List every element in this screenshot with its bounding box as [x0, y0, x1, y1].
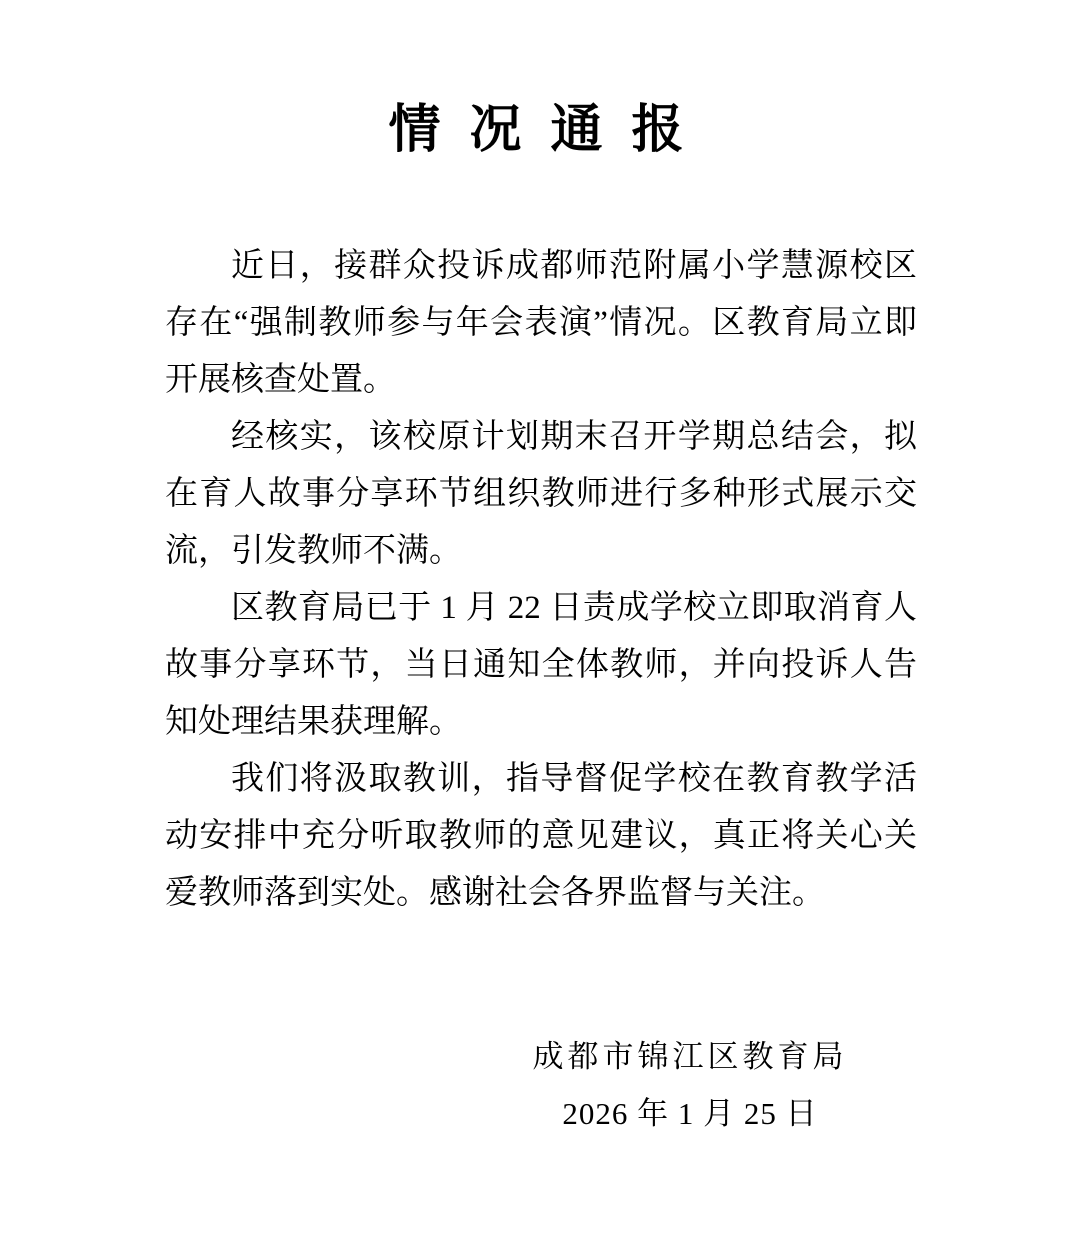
paragraph-verification-findings: 经核实，该校原计划期末召开学期总结会，拟在育人故事分享环节组织教师进行多种形式展示交流，引发教师不满。 [165, 419, 917, 569]
document-title: 情 况 通 报 [388, 102, 692, 159]
issue-date: 2026 年 1 月 25 日 [562, 1096, 818, 1131]
issuing-authority: 成都市锦江区教育局 [532, 1039, 848, 1074]
paragraph-complaint-received: 近日，接群众投诉成都师范附属小学慧源校区存在“强制教师参与年会表演”情况。区教育局立即开展核查处置。 [165, 248, 917, 398]
paragraph-corrective-action: 区教育局已于 1 月 22 日责成学校立即取消育人故事分享环节，当日通知全体教师，并向投诉人告知处理结果获理解。 [165, 590, 917, 740]
document-body [165, 238, 917, 922]
signature-block [430, 1028, 950, 1142]
paragraph-lessons-and-thanks: 我们将汲取教训，指导督促学校在教育教学活动安排中充分听取教师的意见建议，真正将关心关爱教师落到实处。感谢社会各界监督与关注。 [165, 761, 917, 911]
